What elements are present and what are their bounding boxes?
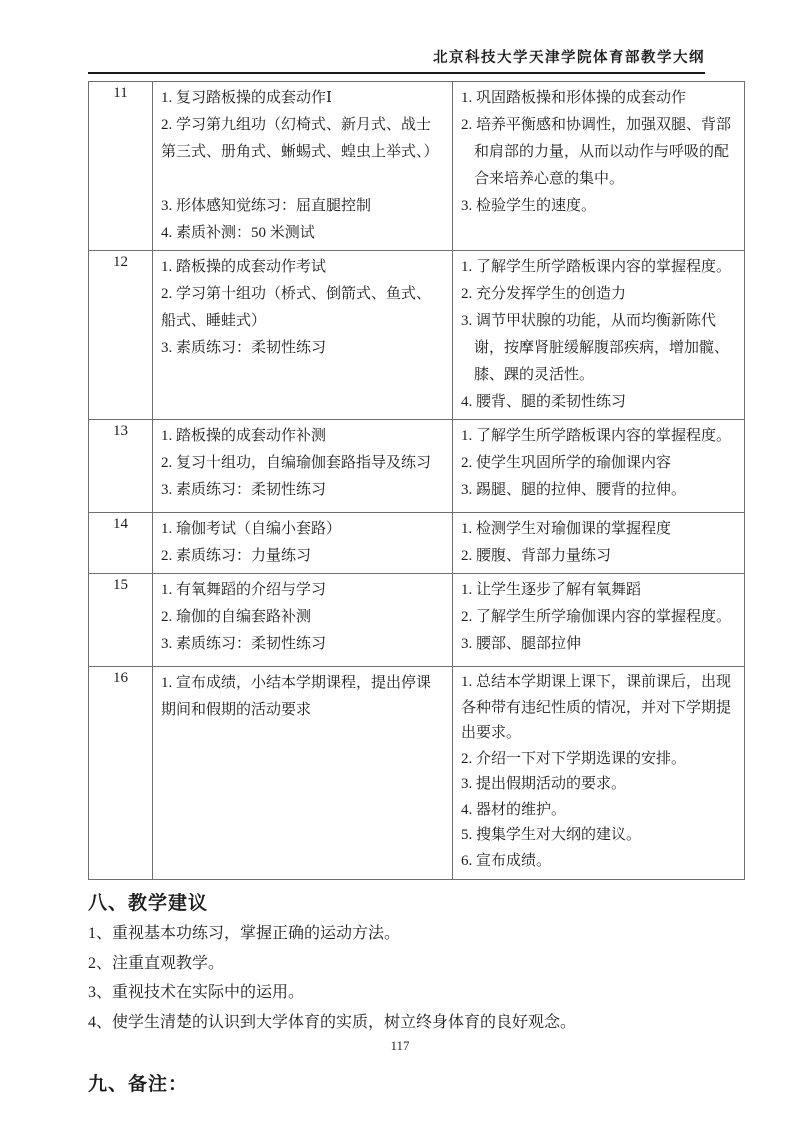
suggestion-item: 1、重视基本功练习，掌握正确的运动方法。 (88, 925, 401, 942)
suggestion-item: 3、重视技术在实际中的运用。 (88, 984, 305, 1001)
goal-line: 1. 总结本学期课上课下，课前课后，出现各种带有违纪性质的情况，并对下学期提出要求。 (461, 674, 732, 741)
content-line: 1. 踏板操的成套动作补测 (161, 428, 327, 444)
goal-line: 3. 检验学生的速度。 (461, 198, 597, 214)
table-row (89, 513, 745, 574)
goal-line: 4. 腰背、腿的柔韧性练习 (461, 394, 627, 410)
goal-line: 6. 宣布成绩。 (461, 852, 552, 869)
content-cell (153, 251, 453, 420)
content-line: 2. 学习第九组功（幻椅式、新月式、战士第三式、册角式、蜥蜴式、蝗虫上举式、） (161, 117, 439, 160)
content-line: 2. 瑜伽的自编套路补测 (161, 609, 312, 625)
content-line: 1. 踏板操的成套动作考试 (161, 259, 327, 275)
goal-line: 2. 介绍一下对下学期选课的安排。 (461, 750, 687, 767)
section-notes (88, 1069, 744, 1096)
goals-cell (453, 82, 745, 251)
goal-line: 1. 了解学生所学踏板课内容的掌握程度。 (461, 428, 732, 444)
goal-line: 4. 器材的维护。 (461, 801, 567, 818)
content-line: 2. 学习第十组功（桥式、倒箭式、鱼式、船式、睡蛙式） (161, 286, 432, 329)
goal-line: 1. 检测学生对瑜伽课的掌握程度 (461, 521, 672, 537)
table-row (89, 574, 745, 667)
suggestion-item: 2、注重直观教学。 (88, 954, 225, 972)
goal-line: 1. 了解学生所学踏板课内容的掌握程度。 (461, 259, 732, 275)
goal-line: 2. 了解学生所学瑜伽课内容的掌握程度。 (461, 609, 732, 625)
content-cell (153, 667, 453, 880)
goals-cell (453, 667, 745, 880)
section-heading: 九、备注： (88, 1074, 189, 1095)
week-number: 12 (89, 251, 153, 420)
blank-line (161, 166, 444, 193)
document-header (88, 46, 705, 74)
content-cell (153, 574, 453, 667)
content-line: 1. 复习踏板操的成套动作Ⅰ (161, 90, 332, 106)
content-cell (153, 82, 453, 251)
goals-cell (453, 513, 745, 574)
goals-cell (453, 574, 745, 667)
content-line: 3. 形体感知觉练习：屈直腿控制 (161, 198, 372, 214)
goal-line: 2. 使学生巩固所学的瑜伽课内容 (461, 455, 672, 471)
content-cell (153, 513, 453, 574)
week-number: 14 (89, 513, 153, 574)
content-line: 3. 素质练习：柔韧性练习 (161, 636, 327, 652)
suggestion-item: 4、使学生清楚的认识到大学体育的实质，树立终身体育的良好观念。 (88, 1013, 577, 1031)
table-row (89, 82, 745, 251)
goal-line: 1. 让学生逐步了解有氧舞蹈 (461, 582, 642, 598)
content-line: 1. 宣布成绩，小结本学期课程，提出停课期间和假期的活动要求 (161, 675, 432, 718)
week-number: 16 (89, 667, 153, 880)
content-line: 1. 有氧舞蹈的介绍与学习 (161, 582, 327, 598)
content-line: 3. 素质练习：柔韧性练习 (161, 340, 327, 356)
syllabus-table (88, 81, 745, 880)
goal-line: 3. 提出假期活动的要求。 (461, 776, 627, 792)
content-line: 2. 素质练习：力量练习 (161, 548, 312, 564)
goal-line: 1. 巩固踏板操和形体操的成套动作 (461, 90, 687, 106)
goals-cell (453, 420, 745, 513)
goal-line: 3. 调节甲状腺的功能，从而均衡新陈代谢，按摩肾脏缓解腹部疾病，增加髋、膝、踝的灵活性。 (461, 313, 730, 383)
document-title: 北京科技大学天津学院体育部教学大纲 (433, 50, 705, 66)
section-teaching-suggestions (88, 888, 744, 1037)
section-heading: 八、教学建议 (88, 893, 209, 914)
goal-line: 2. 腰腹、背部力量练习 (461, 548, 612, 564)
table-row (89, 420, 745, 513)
content-line: 1. 瑜伽考试（自编小套路） (161, 521, 342, 537)
goal-line: 3. 踢腿、腿的拉伸、腰背的拉伸。 (461, 482, 687, 498)
page-content (88, 46, 744, 1100)
goals-cell (453, 251, 745, 420)
content-line: 4. 素质补测：50 米测试 (161, 225, 315, 241)
goal-line: 5. 搜集学生对大纲的建议。 (461, 827, 642, 843)
goal-line: 3. 腰部、腿部拉伸 (461, 636, 582, 652)
content-line: 2. 复习十组功，自编瑜伽套路指导及练习 (161, 455, 432, 471)
goal-line: 2. 培养平衡感和协调性，加强双腿、背部和肩部的力量，从而以动作与呼吸的配合来培养心意的集中。 (461, 117, 732, 187)
week-number: 15 (89, 574, 153, 667)
page-number: 117 (390, 1038, 410, 1053)
content-cell (153, 420, 453, 513)
table-row (89, 251, 745, 420)
goal-line: 2. 充分发挥学生的创造力 (461, 286, 627, 302)
week-number: 13 (89, 420, 153, 513)
content-line: 3. 素质练习：柔韧性练习 (161, 482, 327, 498)
week-number: 11 (89, 82, 153, 251)
table-row (89, 667, 745, 880)
